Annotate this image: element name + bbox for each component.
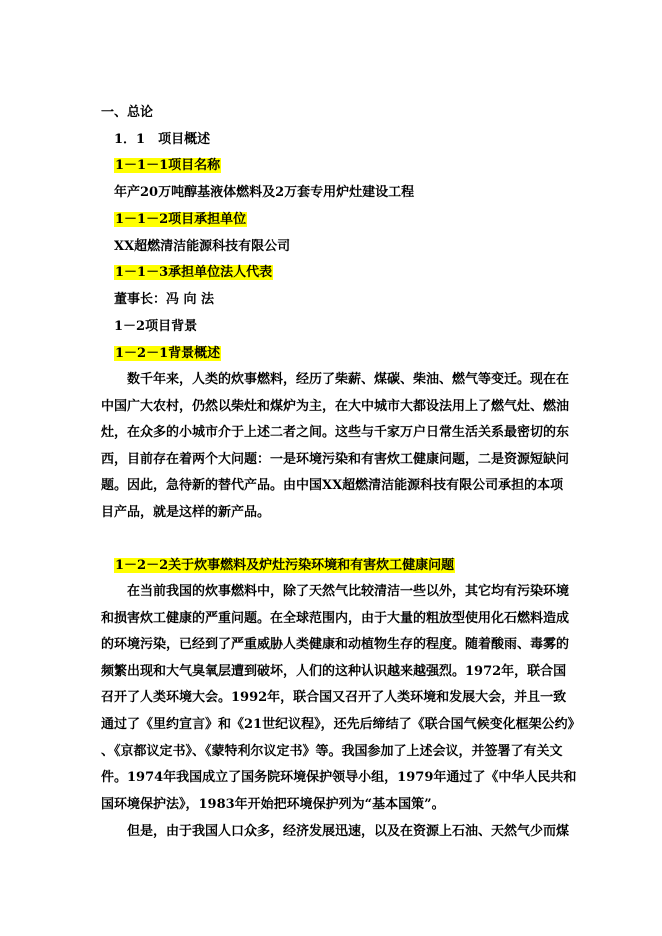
unit-name-text: XX超燃清洁能源科技有限公司 [114, 239, 291, 254]
paragraph-background [101, 367, 581, 527]
paragraph-line: 件。1974年我国成立了国务院环境保护领导小组，1979年通过了《中华人民共和 [101, 770, 577, 786]
paragraph-line: 频繁出现和大气臭氧层遭到破坏，人们的这种认识越来越强烈。1972年，联合国 [101, 663, 567, 679]
heading-project-name [114, 157, 221, 175]
highlight-undertaking-unit: 1－1－2项目承担单位 [115, 212, 247, 227]
paragraph-line: 灶，在众多的小城市介于上述二者之间。这些与千家万户日常生活关系最密切的东 [101, 425, 570, 441]
highlight-pollution-health: 1－2－2关于炊事燃料及炉灶污染环境和有害炊工健康问题 [115, 558, 455, 573]
paragraph-line: 的环境污染，已经到了严重威胁人类健康和动植物生存的程度。随着酸雨、毒雾的 [101, 637, 570, 653]
highlight-background-overview: 1－2－1背景概述 [115, 346, 221, 361]
paragraph-however [101, 819, 581, 846]
paragraph-line: 但是，由于我国人口众多，经济发展迅速，以及在资源上石油、天然气少而煤 [127, 824, 570, 839]
paragraph-line: 题。因此，急待新的替代产品。由中国XX超燃清洁能源科技有限公司承担的本项 [101, 478, 564, 494]
heading-legal-representative [114, 264, 273, 282]
project-name-text: 年产20万吨醇基液体燃料及2万套专用炉灶建设工程 [114, 185, 415, 200]
paragraph-pollution [101, 579, 581, 818]
paragraph-line: 召开了人类环境大会。1992年，联合国又召开了人类环境和发展大会，并且一致 [101, 690, 567, 706]
highlight-legal-representative: 1－1－3承担单位法人代表 [115, 265, 273, 280]
heading-project-overview: 1．1 项目概述 [114, 132, 211, 147]
paragraph-line: 和损害炊工健康的严重问题。在全球范围内，由于大量的粗放型使用化石燃料造成 [101, 610, 570, 626]
paragraph-line: 通过了《里约宣言》和《21世纪议程》，还先后缔结了《联合国气候变化框架公约》 [101, 716, 581, 732]
heading-undertaking-unit [114, 211, 247, 229]
paragraph-line: 在当前我国的炊事燃料中，除了天然气比较清洁一些以外，其它均有污染环境 [127, 584, 570, 599]
highlight-project-name: 1－1－1项目名称 [115, 158, 221, 173]
paragraph-line: 西，目前存在着两个大问题：一是环境污染和有害炊工健康问题，二是资源短缺问 [101, 451, 570, 467]
paragraph-line: 国环境保护法》，1983年开始把环境保护列为“基本国策”。 [101, 796, 445, 812]
legal-representative-text: 董事长：冯 向 法 [114, 292, 215, 307]
paragraph-line: 目产品，就是这样的新产品。 [101, 504, 271, 520]
paragraph-line: 中国广大农村，仍然以柴灶和煤炉为主，在大中城市大都设法用上了燃气灶、燃油 [101, 398, 570, 414]
heading-background-overview [114, 345, 221, 363]
paragraph-line: 、《京都议定书》、《蒙特利尔议定书》等。我国参加了上述会议，并签署了有关文 [101, 743, 563, 759]
heading-pollution-health [114, 557, 455, 575]
heading-project-background: 1－2项目背景 [114, 319, 198, 334]
paragraph-line: 数千年来，人类的炊事燃料，经历了柴薪、煤碳、柴油、燃气等变迁。现在在 [127, 372, 570, 387]
heading-general: 一、总论 [101, 105, 154, 120]
